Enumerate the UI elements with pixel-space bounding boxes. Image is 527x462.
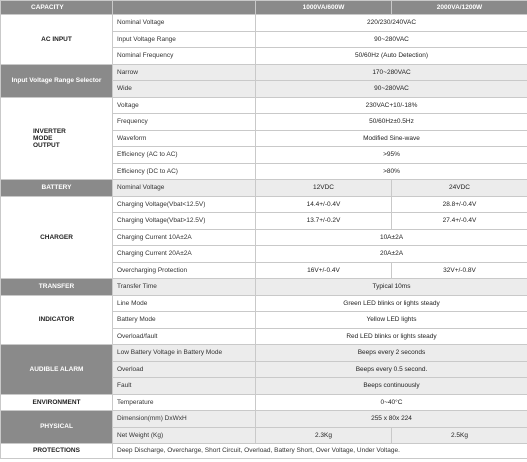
row-label: Nominal Voltage xyxy=(113,180,256,197)
row-value: Red LED blinks or lights steady xyxy=(256,328,527,345)
header-model-2000va: 2000VA/1200W xyxy=(392,1,527,15)
table-row xyxy=(1,97,527,114)
section-inverter-output xyxy=(1,97,113,180)
section-range-selector: Input Voltage Range Selector xyxy=(1,64,113,97)
row-value: 220/230/240VAC xyxy=(256,15,527,32)
row-label: Fault xyxy=(113,378,256,395)
table-row xyxy=(1,411,527,428)
section-physical: PHYSICAL xyxy=(1,411,113,444)
row-value-2000va: 2.5Kg xyxy=(392,427,527,444)
section-environment: ENVIRONMENT xyxy=(1,394,113,411)
row-value: Beeps every 2 seconds xyxy=(256,345,527,362)
row-value-2000va: 28.8+/-0.4V xyxy=(392,196,527,213)
section-charger: CHARGER xyxy=(1,196,113,279)
table-row xyxy=(1,64,527,81)
row-label: Temperature xyxy=(113,394,256,411)
row-value-2000va: 24VDC xyxy=(392,180,527,197)
row-label: Efficiency (AC to AC) xyxy=(113,147,256,164)
row-value: >95% xyxy=(256,147,527,164)
row-label: Input Voltage Range xyxy=(113,31,256,48)
row-value: 230VAC+10/-18% xyxy=(256,97,527,114)
table-row xyxy=(1,279,527,296)
row-value-1000va: 16V+/-0.4V xyxy=(256,262,392,279)
row-value: 255 x 80x 224 xyxy=(256,411,527,428)
row-label: Charging Voltage(Vbat<12.5V) xyxy=(113,196,256,213)
table-header-row xyxy=(1,1,527,15)
row-label: Narrow xyxy=(113,64,256,81)
row-value: 170~280VAC xyxy=(256,64,527,81)
header-capacity: CAPACITY xyxy=(1,1,113,15)
protections-list: Deep Discharge, Overcharge, Short Circuit, Overload, Battery Short, Over Voltage, Under Voltage. xyxy=(113,444,527,459)
row-value: Beeps continuously xyxy=(256,378,527,395)
section-protections: PROTECTIONS xyxy=(1,444,113,459)
row-label: Dimension(mm) DxWxH xyxy=(113,411,256,428)
row-value: Modified Sine-wave xyxy=(256,130,527,147)
row-label: Waveform xyxy=(113,130,256,147)
section-audible-alarm: AUDIBLE ALARM xyxy=(1,345,113,395)
table-row xyxy=(1,295,527,312)
section-ac-input: AC INPUT xyxy=(1,15,113,65)
row-label: Wide xyxy=(113,81,256,98)
row-value: Beeps every 0.5 second. xyxy=(256,361,527,378)
table-row xyxy=(1,15,527,32)
table-row xyxy=(1,444,527,459)
row-label: Overload xyxy=(113,361,256,378)
row-value: Typical 10ms xyxy=(256,279,527,296)
row-label: Battery Mode xyxy=(113,312,256,329)
row-value: 90~280VAC xyxy=(256,31,527,48)
table-row xyxy=(1,394,527,411)
row-value: 20A±2A xyxy=(256,246,527,263)
row-value-1000va: 13.7+/-0.2V xyxy=(256,213,392,230)
row-label: Net Weight (Kg) xyxy=(113,427,256,444)
section-transfer: TRANSFER xyxy=(1,279,113,296)
row-value-2000va: 32V+/-0.8V xyxy=(392,262,527,279)
header-blank xyxy=(113,1,256,15)
row-label: Charging Current 20A±2A xyxy=(113,246,256,263)
row-label: Charging Voltage(Vbat>12.5V) xyxy=(113,213,256,230)
section-battery: BATTERY xyxy=(1,180,113,197)
row-value-1000va: 12VDC xyxy=(256,180,392,197)
row-label: Low Battery Voltage in Battery Mode xyxy=(113,345,256,362)
row-value: 50/60Hz±0.5Hz xyxy=(256,114,527,131)
table-row xyxy=(1,180,527,197)
row-label: Efficiency (DC to AC) xyxy=(113,163,256,180)
row-label: Line Mode xyxy=(113,295,256,312)
row-label: Overcharging Protection xyxy=(113,262,256,279)
header-model-1000va: 1000VA/600W xyxy=(256,1,392,15)
row-value: Yellow LED lights xyxy=(256,312,527,329)
row-value: 0~40°C xyxy=(256,394,527,411)
row-value-1000va: 2.3Kg xyxy=(256,427,392,444)
row-label: Nominal Voltage xyxy=(113,15,256,32)
row-value: 50/60Hz (Auto Detection) xyxy=(256,48,527,65)
section-inverter-label: INVERTER MODE OUTPUT xyxy=(33,127,66,149)
row-label: Transfer Time xyxy=(113,279,256,296)
row-value: 10A±2A xyxy=(256,229,527,246)
row-label: Overload/fault xyxy=(113,328,256,345)
row-value: >80% xyxy=(256,163,527,180)
row-label: Frequency xyxy=(113,114,256,131)
row-label: Voltage xyxy=(113,97,256,114)
section-indicator: INDICATOR xyxy=(1,295,113,345)
row-value: Green LED blinks or lights steady xyxy=(256,295,527,312)
row-value-1000va: 14.4+/-0.4V xyxy=(256,196,392,213)
table-row xyxy=(1,196,527,213)
row-value-2000va: 27.4+/-0.4V xyxy=(392,213,527,230)
row-label: Nominal Frequency xyxy=(113,48,256,65)
row-label: Charging Current 10A±2A xyxy=(113,229,256,246)
table-row xyxy=(1,345,527,362)
row-value: 90~280VAC xyxy=(256,81,527,98)
